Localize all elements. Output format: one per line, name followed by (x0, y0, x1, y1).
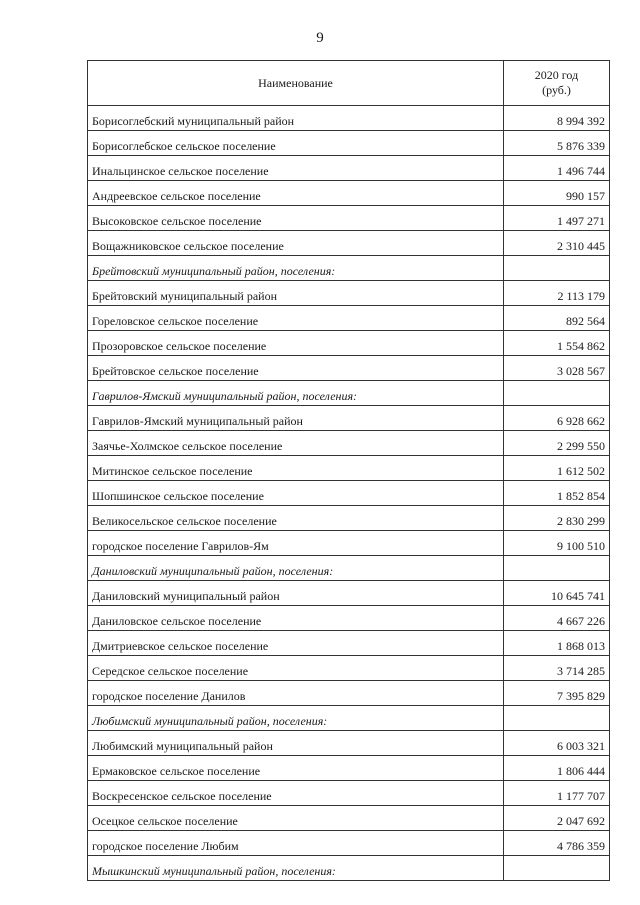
group-header-row (88, 706, 610, 731)
group-header-row (88, 856, 610, 881)
row-value: 3 714 285 (504, 656, 610, 681)
row-value: 4 667 226 (504, 606, 610, 631)
row-name: Митинское сельское поселение (88, 456, 504, 481)
table-header-row (88, 61, 610, 106)
row-value: 2 830 299 (504, 506, 610, 531)
table-row (88, 756, 610, 781)
row-value: 2 299 550 (504, 431, 610, 456)
row-name: Инальцинское сельское поселение (88, 156, 504, 181)
row-name: Шопшинское сельское поселение (88, 481, 504, 506)
row-value: 1 496 744 (504, 156, 610, 181)
table-row (88, 781, 610, 806)
row-value: 1 852 854 (504, 481, 610, 506)
table-row (88, 631, 610, 656)
table-row (88, 481, 610, 506)
table-row (88, 406, 610, 431)
row-name: городское поселение Любим (88, 831, 504, 856)
row-name: Брейтовский муниципальный район (88, 281, 504, 306)
table-row (88, 831, 610, 856)
row-value: 1 868 013 (504, 631, 610, 656)
table-row (88, 306, 610, 331)
row-name: Даниловский муниципальный район, поселения: (88, 556, 504, 581)
row-value: 9 100 510 (504, 531, 610, 556)
row-name: Даниловский муниципальный район (88, 581, 504, 606)
row-value: 3 028 567 (504, 356, 610, 381)
row-name: Вощажниковское сельское поселение (88, 231, 504, 256)
table-row (88, 456, 610, 481)
table-row (88, 131, 610, 156)
group-header-row (88, 381, 610, 406)
row-name: Гаврилов-Ямский муниципальный район, поселения: (88, 381, 504, 406)
table-row (88, 431, 610, 456)
table-body (88, 106, 610, 881)
row-name: Андреевское сельское поселение (88, 181, 504, 206)
table-row (88, 581, 610, 606)
row-name: Борисоглебский муниципальный район (88, 106, 504, 131)
row-value: 7 395 829 (504, 681, 610, 706)
row-name: Прозоровское сельское поселение (88, 331, 504, 356)
table-row (88, 806, 610, 831)
table-row (88, 606, 610, 631)
table-row (88, 331, 610, 356)
table-row (88, 156, 610, 181)
row-name: Даниловское сельское поселение (88, 606, 504, 631)
table-row (88, 681, 610, 706)
row-value: 1 806 444 (504, 756, 610, 781)
table-row (88, 656, 610, 681)
table-row (88, 506, 610, 531)
column-header-year-label: 2020 год (534, 68, 579, 82)
row-value: 5 876 339 (504, 131, 610, 156)
row-value (504, 706, 610, 731)
row-value: 1 612 502 (504, 456, 610, 481)
table-row (88, 281, 610, 306)
row-name: городское поселение Данилов (88, 681, 504, 706)
row-value (504, 256, 610, 281)
row-value (504, 856, 610, 881)
row-name: Ермаковское сельское поселение (88, 756, 504, 781)
row-value: 8 994 392 (504, 106, 610, 131)
row-name: городское поселение Гаврилов-Ям (88, 531, 504, 556)
budget-table (87, 60, 610, 881)
group-header-row (88, 256, 610, 281)
row-value: 10 645 741 (504, 581, 610, 606)
column-header-unit: (руб.) (542, 83, 571, 97)
row-name: Мышкинский муниципальный район, поселения: (88, 856, 504, 881)
row-value (504, 556, 610, 581)
table-row (88, 531, 610, 556)
table-row (88, 731, 610, 756)
row-name: Великосельское сельское поселение (88, 506, 504, 531)
row-name: Гореловское сельское поселение (88, 306, 504, 331)
column-header-year (504, 61, 610, 106)
row-name: Дмитриевское сельское поселение (88, 631, 504, 656)
row-value: 2 113 179 (504, 281, 610, 306)
row-value: 1 554 862 (504, 331, 610, 356)
row-name: Гаврилов-Ямский муниципальный район (88, 406, 504, 431)
table-row (88, 231, 610, 256)
table-row (88, 181, 610, 206)
row-value: 2 047 692 (504, 806, 610, 831)
row-name: Любимский муниципальный район (88, 731, 504, 756)
column-header-name: Наименование (88, 61, 504, 106)
group-header-row (88, 556, 610, 581)
row-value: 892 564 (504, 306, 610, 331)
row-value: 2 310 445 (504, 231, 610, 256)
row-name: Брейтовское сельское поселение (88, 356, 504, 381)
row-value: 6 003 321 (504, 731, 610, 756)
row-name: Осецкое сельское поселение (88, 806, 504, 831)
row-value: 990 157 (504, 181, 610, 206)
row-value (504, 381, 610, 406)
table-row (88, 356, 610, 381)
row-name: Высоковское сельское поселение (88, 206, 504, 231)
row-name: Борисоглебское сельское поселение (88, 131, 504, 156)
table-row (88, 106, 610, 131)
row-name: Брейтовский муниципальный район, поселения: (88, 256, 504, 281)
page-number: 9 (316, 30, 324, 46)
table-row (88, 206, 610, 231)
row-value: 4 786 359 (504, 831, 610, 856)
row-value: 1 497 271 (504, 206, 610, 231)
row-name: Воскресенское сельское поселение (88, 781, 504, 806)
row-value: 6 928 662 (504, 406, 610, 431)
row-value: 1 177 707 (504, 781, 610, 806)
row-name: Любимский муниципальный район, поселения: (88, 706, 504, 731)
row-name: Середское сельское поселение (88, 656, 504, 681)
row-name: Заячье-Холмское сельское поселение (88, 431, 504, 456)
